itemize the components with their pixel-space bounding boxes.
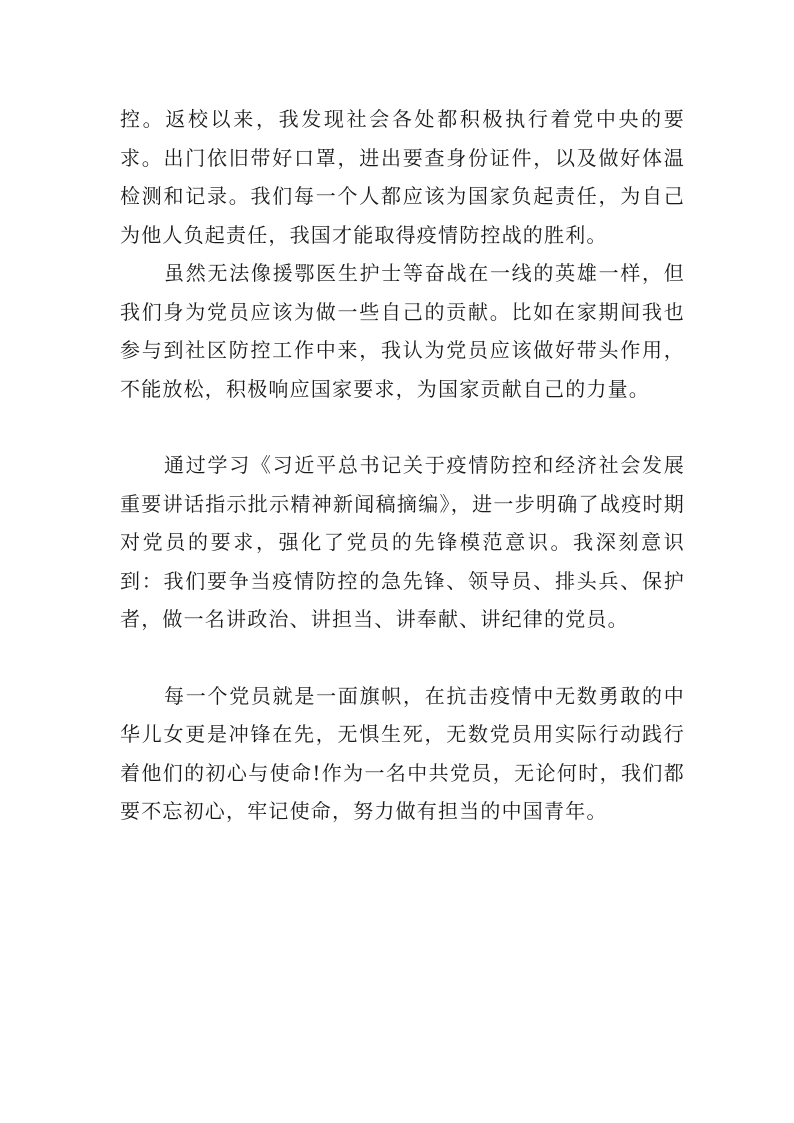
paragraph-3: 通过学习《习近平总书记关于疫情防控和经济社会发展重要讲话指示批示精神新闻稿摘编》，进一步明确了战疫时期对党员的要求，强化了党员的先锋模范意识。我深刻意识到：我们要争当疫情防控的急先锋、领导员、排头兵、保护者，做一名讲政治、讲担当、讲奉献、讲纪律的党员。 [120, 453, 685, 631]
paragraph-spacer [120, 639, 685, 677]
paragraph-spacer [120, 408, 685, 446]
document-body [120, 100, 685, 831]
paragraph-4: 每一个党员就是一面旗帜，在抗击疫情中无数勇敢的中华儿女更是冲锋在先，无惧生死，无数党员用实际行动践行着他们的初心与使命!作为一名中共党员，无论何时，我们都要不忘初心，牢记使命，努力做有担当的中国青年。 [120, 683, 685, 823]
paragraph-2: 虽然无法像援鄂医生护士等奋战在一线的英雄一样，但我们身为党员应该为做一些自己的贡献。比如在家期间我也参与到社区防控工作中来，我认为党员应该做好带头作用，不能放松，积极响应国家要求，为国家贡献自己的力量。 [120, 261, 685, 401]
paragraph-1: 控。返校以来，我发现社会各处都积极执行着党中央的要求。出门依旧带好口罩，进出要查身份证件，以及做好体温检测和记录。我们每一个人都应该为国家负起责任，为自己为他人负起责任，我国才能取得疫情防控战的胜利。 [120, 107, 685, 247]
